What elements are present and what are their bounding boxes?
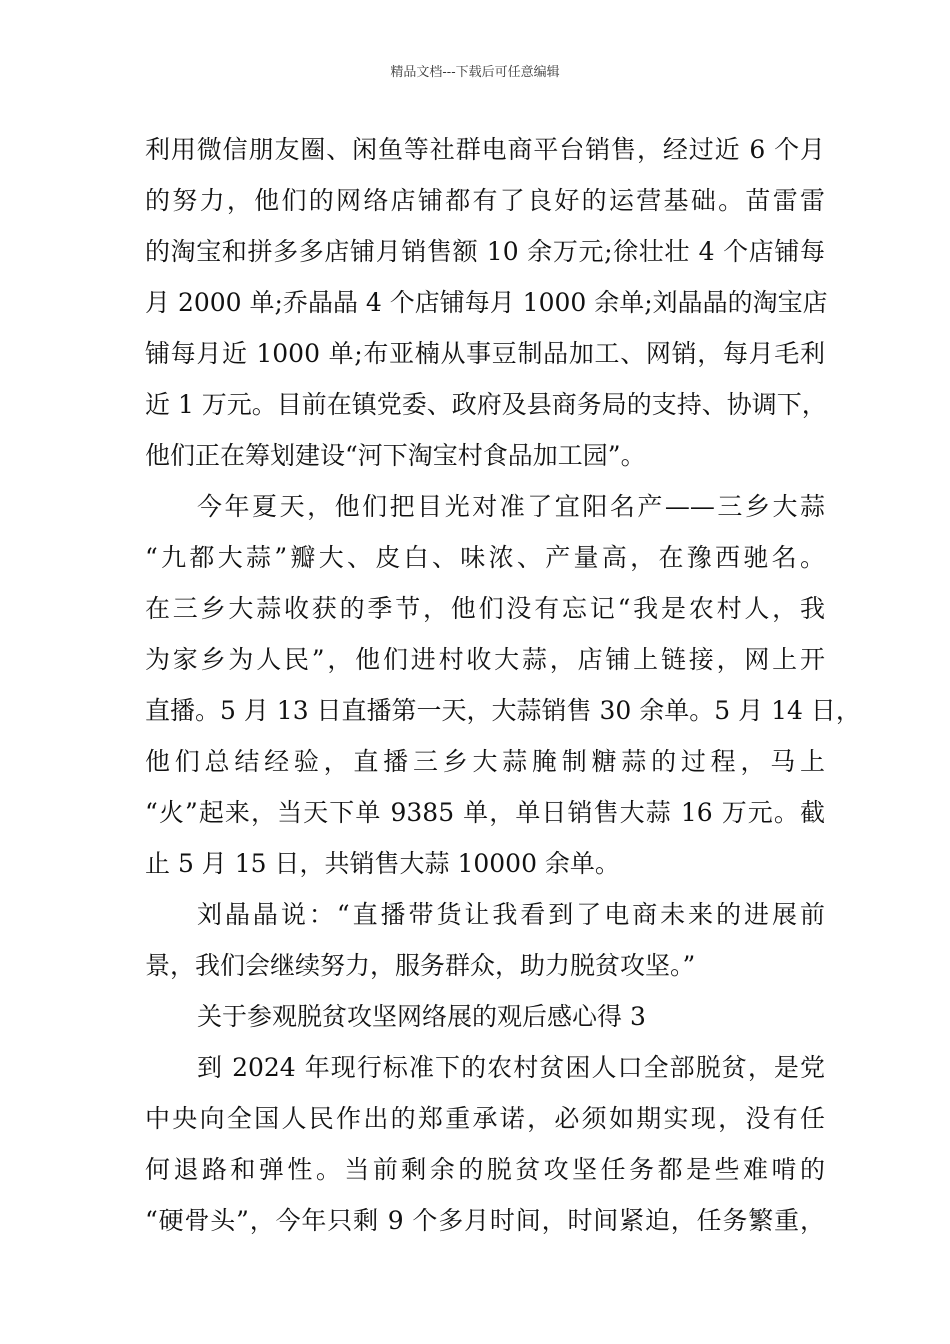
- text-line: 的淘宝和拼多多店铺月销售额 10 余万元;徐壮壮 4 个店铺每: [145, 237, 825, 266]
- text-line: 景，我们会继续努力，服务群众，助力脱贫攻坚。”: [145, 951, 696, 980]
- text-line: 何退路和弹性。当前剩余的脱贫攻坚任务都是些难啃的: [145, 1155, 825, 1184]
- text-line: 铺每月近 1000 单;布亚楠从事豆制品加工、网销，每月毛利: [145, 339, 825, 368]
- text-line: “火”起来，当天下单 9385 单，单日销售大蒜 16 万元。截: [145, 798, 825, 827]
- text-line: 止 5 月 15 日，共销售大蒜 10000 余单。: [145, 849, 620, 878]
- text-line: 在三乡大蒜收获的季节，他们没有忘记“我是农村人，我: [145, 594, 825, 623]
- section-heading: 关于参观脱贫攻坚网络展的观后感心得 3: [197, 1002, 646, 1031]
- text-line: 他们总结经验，直播三乡大蒜腌制糖蒜的过程，马上: [145, 747, 825, 776]
- text-line: 直播。5 月 13 日直播第一天，大蒜销售 30 余单。5 月 14 日，: [145, 696, 861, 725]
- text-line: 的努力，他们的网络店铺都有了良好的运营基础。苗雷雷: [145, 186, 825, 215]
- text-line: 为家乡为人民”，他们进村收大蒜，店铺上链接，网上开: [145, 645, 825, 674]
- text-line: “九都大蒜”瓣大、皮白、味浓、产量高，在豫西驰名。: [145, 543, 825, 572]
- text-line: 他们正在筹划建设“河下淘宝村食品加工园”。: [145, 441, 646, 470]
- document-body: [145, 124, 861, 1246]
- text-line: 利用微信朋友圈、闲鱼等社群电商平台销售，经过近 6 个月: [145, 135, 825, 164]
- paragraph-first-line: 刘晶晶说：“直播带货让我看到了电商未来的进展前: [197, 900, 825, 929]
- text-line: 近 1 万元。目前在镇党委、政府及县商务局的支持、协调下，: [145, 390, 827, 419]
- paragraph-first-line: 到 2024 年现行标准下的农村贫困人口全部脱贫，是党: [197, 1053, 825, 1082]
- text-line: “硬骨头”，今年只剩 9 个多月时间，时间紧迫，任务繁重，: [145, 1206, 825, 1235]
- text-line: 月 2000 单;乔晶晶 4 个店铺每月 1000 余单;刘晶晶的淘宝店: [145, 288, 828, 317]
- page-header: 精品文档---下载后可任意编辑: [390, 65, 560, 80]
- text-line: 中央向全国人民作出的郑重承诺，必须如期实现，没有任: [145, 1104, 825, 1133]
- paragraph-first-line: 今年夏天，他们把目光对准了宜阳名产——三乡大蒜: [197, 492, 825, 521]
